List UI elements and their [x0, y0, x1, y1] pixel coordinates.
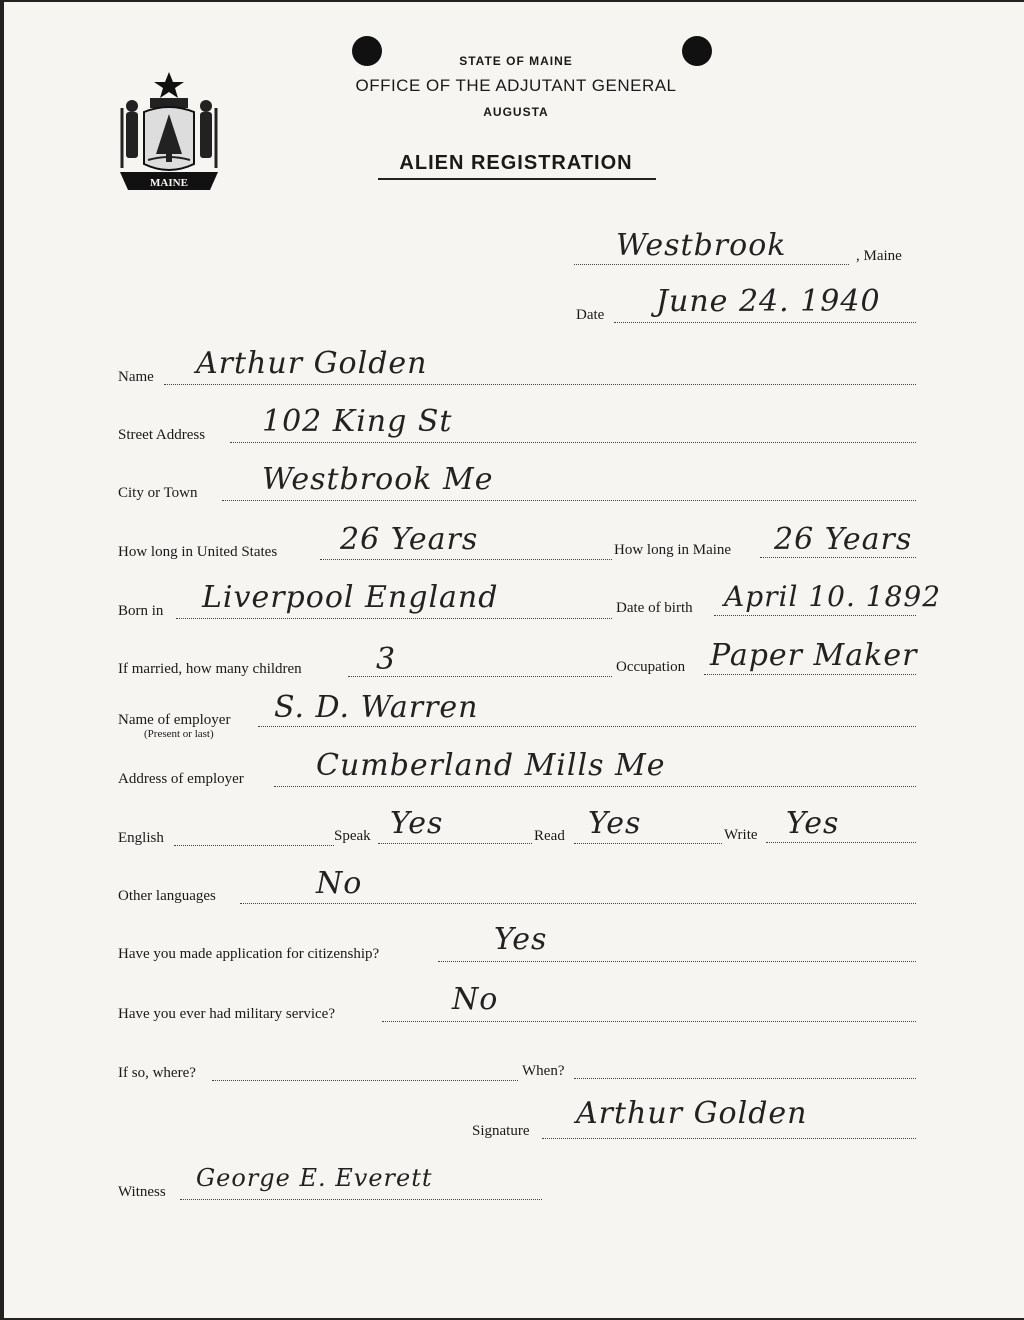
- date-line: [614, 322, 916, 323]
- write-value[interactable]: Yes: [786, 806, 840, 841]
- date-value[interactable]: June 24. 1940: [656, 284, 881, 319]
- english-label: English: [118, 830, 164, 846]
- read-label: Read: [534, 828, 565, 844]
- how-long-us-label: How long in United States: [118, 544, 278, 560]
- date-of-birth-line: [714, 615, 916, 616]
- employer-address-line: [274, 786, 916, 787]
- read-line: [574, 843, 722, 844]
- how-long-us-value[interactable]: 26 Years: [340, 522, 479, 557]
- speak-value[interactable]: Yes: [390, 806, 444, 841]
- maine-label: , Maine: [856, 248, 902, 264]
- military-line: [382, 1021, 916, 1022]
- military-label: Have you ever had military service?: [118, 1006, 335, 1022]
- how-long-maine-line: [760, 557, 916, 558]
- born-in-value[interactable]: Liverpool England: [202, 580, 499, 615]
- if-so-where-line: [212, 1080, 518, 1081]
- signature-value[interactable]: Arthur Golden: [576, 1096, 808, 1131]
- occupation-line: [704, 674, 916, 675]
- city-label: City or Town: [118, 485, 198, 501]
- form-title: ALIEN REGISTRATION: [399, 152, 633, 174]
- children-value[interactable]: 3: [376, 642, 397, 677]
- when-line: [574, 1078, 916, 1079]
- employer-line: [258, 726, 916, 727]
- name-label: Name: [118, 369, 154, 385]
- children-label: If married, how many children: [118, 661, 302, 677]
- citizenship-value[interactable]: Yes: [494, 922, 548, 957]
- occupation-label: Occupation: [616, 659, 686, 675]
- city-value[interactable]: Westbrook Me: [262, 462, 494, 497]
- witness-line: [180, 1199, 542, 1200]
- signature-label: Signature: [472, 1123, 530, 1139]
- born-in-line: [176, 618, 612, 619]
- witness-label: Witness: [118, 1184, 166, 1200]
- name-value[interactable]: Arthur Golden: [196, 346, 428, 381]
- if-so-where-label: If so, where?: [118, 1065, 196, 1081]
- speak-line: [378, 843, 532, 844]
- other-languages-line: [240, 903, 916, 904]
- other-languages-value[interactable]: No: [316, 866, 363, 901]
- title-underline: [378, 178, 656, 180]
- date-of-birth-value[interactable]: April 10. 1892: [724, 580, 942, 613]
- english-line: [174, 845, 334, 846]
- name-line: [164, 384, 916, 385]
- born-in-label: Born in: [118, 603, 164, 619]
- employer-sublabel: (Present or last): [144, 728, 214, 740]
- date-label: Date: [576, 307, 605, 323]
- citizenship-label: Have you made application for citizenship?: [118, 946, 380, 962]
- employer-value[interactable]: S. D. Warren: [274, 690, 479, 725]
- city-heading: AUGUSTA: [483, 105, 549, 119]
- street-line: [230, 442, 916, 443]
- how-long-maine-value[interactable]: 26 Years: [774, 522, 913, 557]
- town-value[interactable]: Westbrook: [616, 228, 787, 263]
- when-label: When?: [522, 1063, 565, 1079]
- signature-line: [542, 1138, 916, 1139]
- town-line: [574, 264, 849, 265]
- street-value[interactable]: 102 King St: [262, 404, 453, 439]
- read-value[interactable]: Yes: [588, 806, 642, 841]
- how-long-maine-label: How long in Maine: [614, 542, 732, 558]
- write-label: Write: [724, 827, 758, 843]
- military-value[interactable]: No: [452, 982, 499, 1017]
- seal-text: MAINE: [150, 177, 188, 189]
- citizenship-line: [438, 961, 916, 962]
- write-line: [766, 842, 916, 843]
- city-line: [222, 500, 916, 501]
- date-of-birth-label: Date of birth: [616, 600, 693, 616]
- employer-address-value[interactable]: Cumberland Mills Me: [316, 748, 666, 783]
- other-languages-label: Other languages: [118, 888, 216, 904]
- street-label: Street Address: [118, 427, 206, 443]
- state-heading: STATE OF MAINE: [459, 54, 573, 68]
- employer-label: Name of employer: [118, 712, 231, 728]
- occupation-value[interactable]: Paper Maker: [710, 638, 918, 673]
- employer-address-label: Address of employer: [118, 771, 244, 787]
- speak-label: Speak: [334, 828, 371, 844]
- office-heading: OFFICE OF THE ADJUTANT GENERAL: [355, 76, 677, 95]
- witness-value[interactable]: George E. Everett: [196, 1164, 433, 1192]
- how-long-us-line: [320, 559, 612, 560]
